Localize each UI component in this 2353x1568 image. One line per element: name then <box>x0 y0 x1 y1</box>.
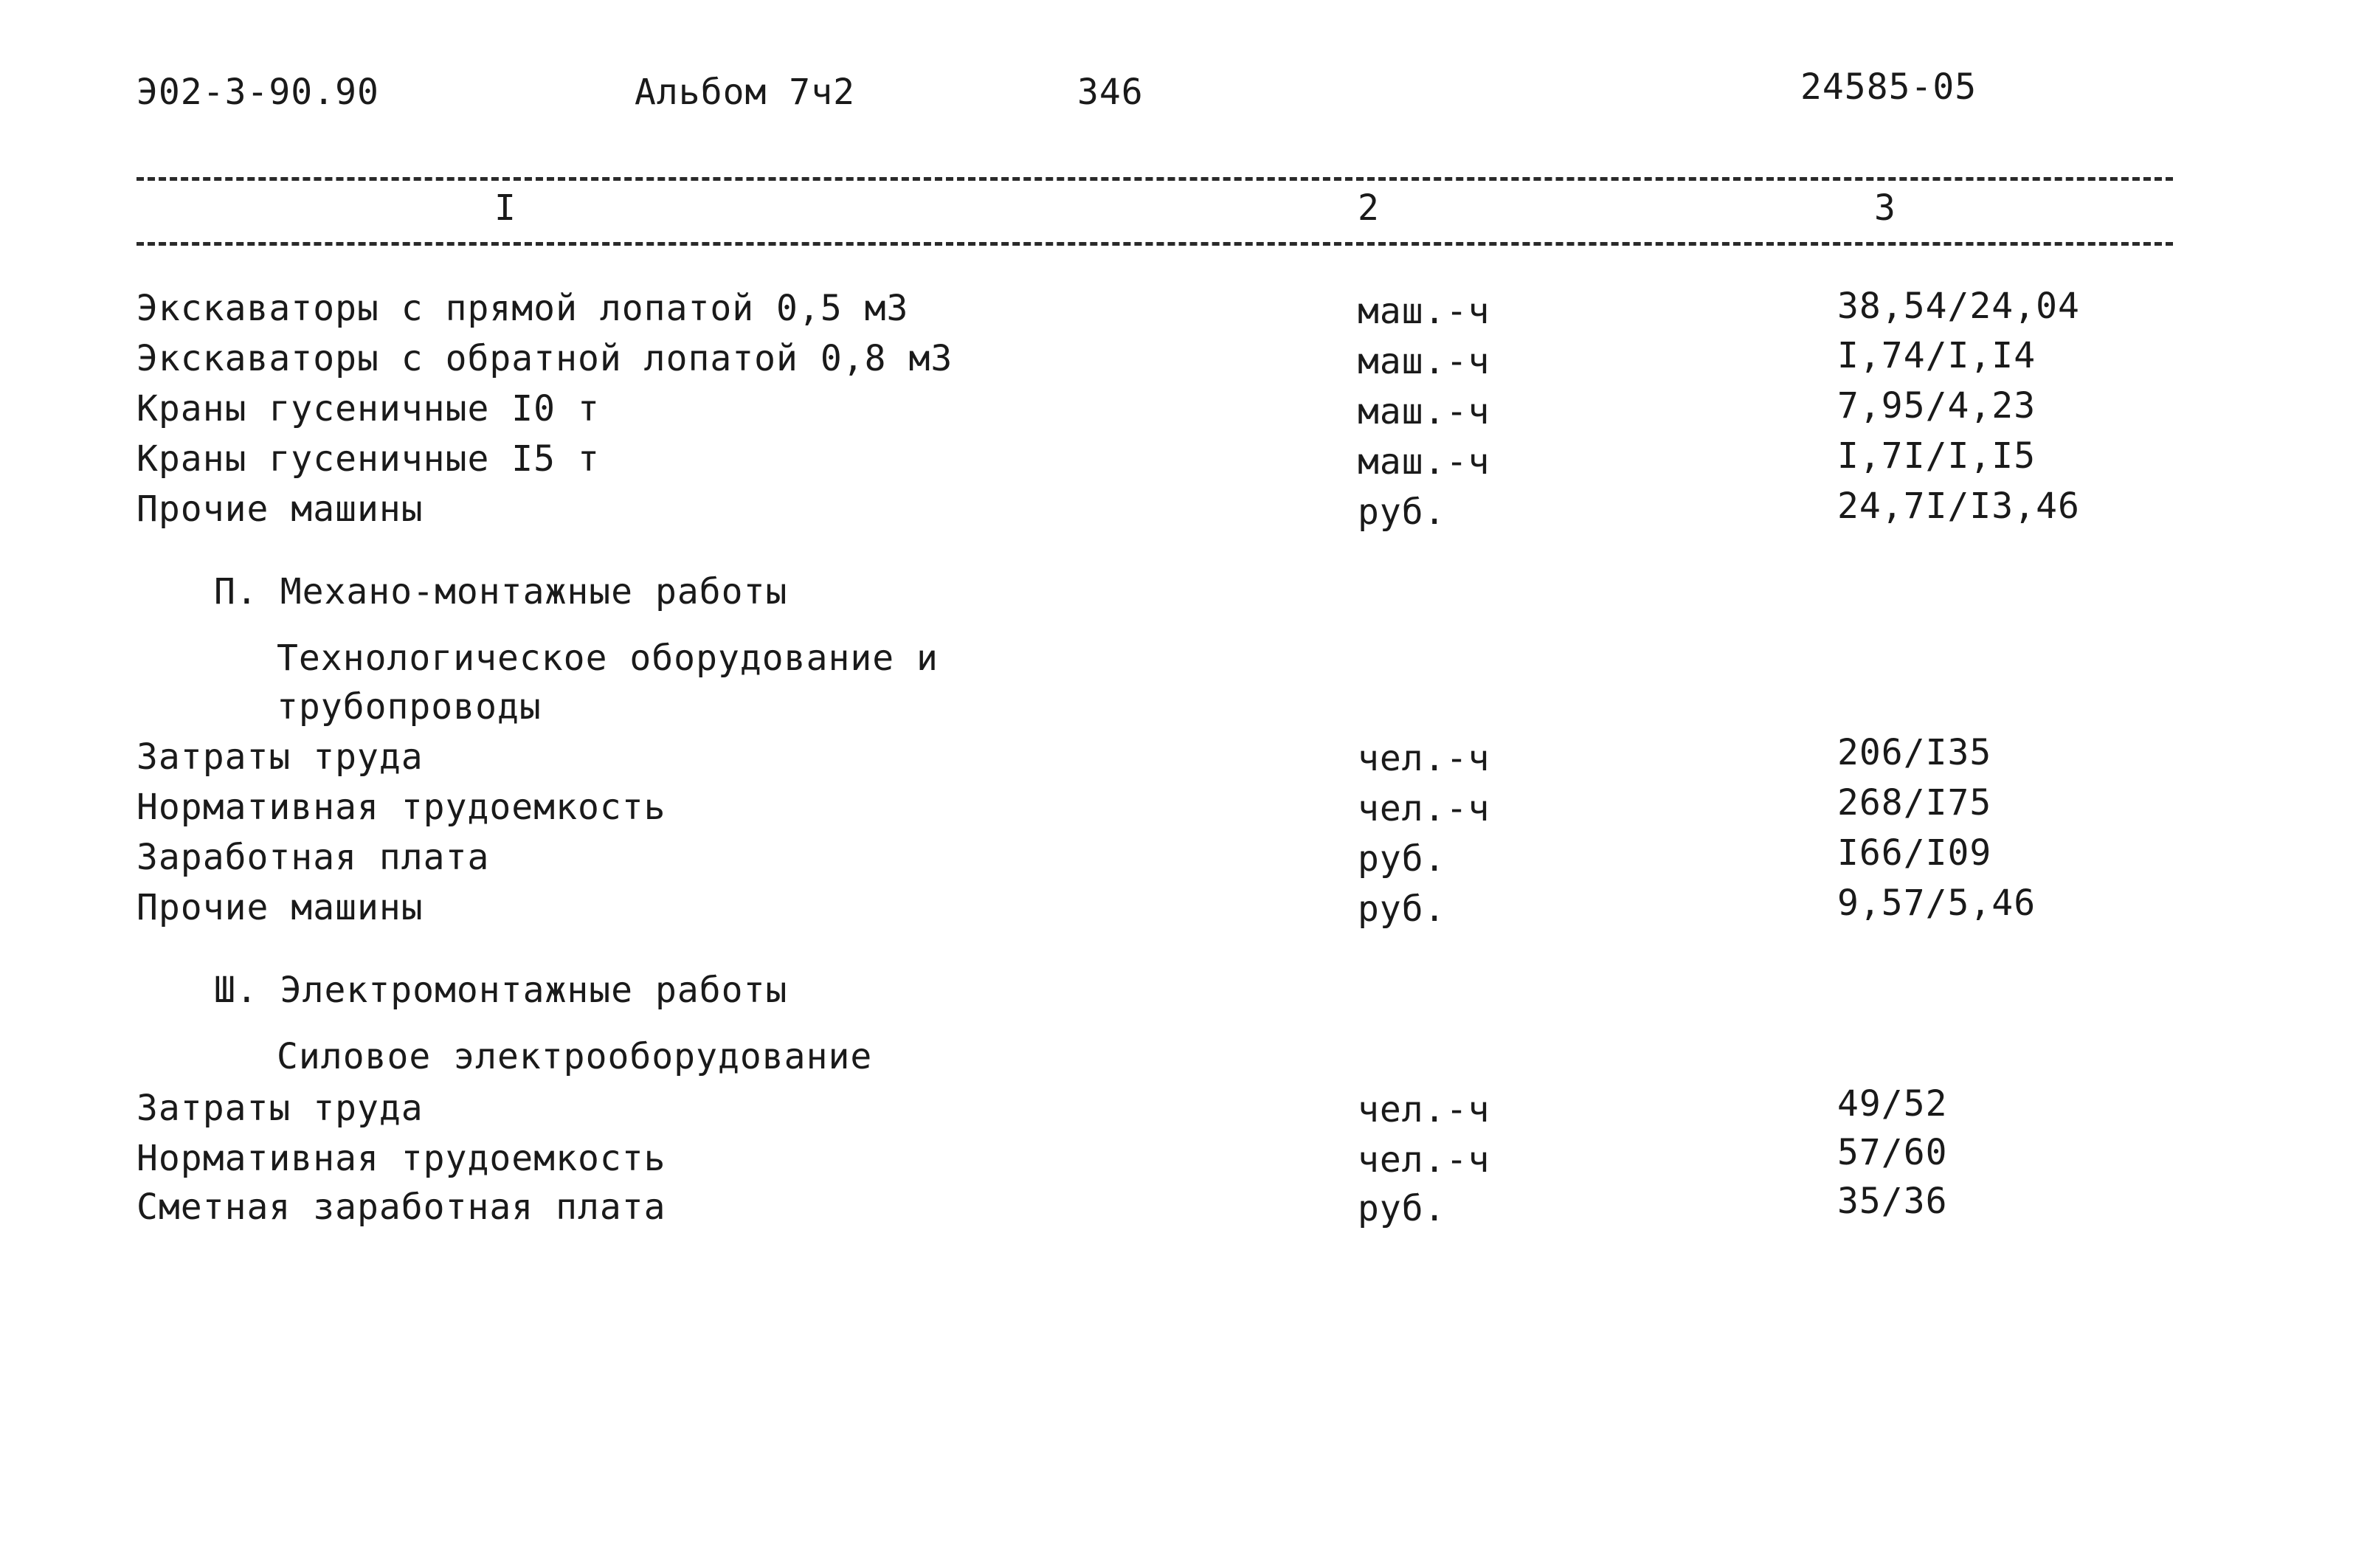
row-name: Краны гусеничные I0 т <box>137 388 600 429</box>
row-unit: руб. <box>1358 888 1446 930</box>
row-value: 206/I35 <box>1837 732 1992 773</box>
section-title: Ш. Электромонтажные работы <box>214 970 788 1011</box>
section-subtitle: Технологическое оборудование и <box>277 638 939 679</box>
row-name: Заработная плата <box>137 837 490 878</box>
document-code: Э02-3-90.90 <box>137 72 379 113</box>
row-name: Нормативная трудоемкость <box>137 1138 666 1179</box>
column-header-3: 3 <box>1874 187 1896 229</box>
row-unit: руб. <box>1358 838 1446 880</box>
row-value: I,7I/I,I5 <box>1837 435 2036 477</box>
row-value: I,74/I,I4 <box>1837 335 2036 376</box>
row-unit: чел.-ч <box>1358 1139 1490 1181</box>
row-unit: чел.-ч <box>1358 788 1490 829</box>
column-header-1: I <box>494 187 516 229</box>
row-value: 49/52 <box>1837 1083 1948 1125</box>
row-name: Затраты труда <box>137 736 424 778</box>
row-value: I66/I09 <box>1837 832 1992 874</box>
row-unit: маш.-ч <box>1358 441 1490 483</box>
section-title: П. Механо-монтажные работы <box>214 571 788 612</box>
row-value: 24,7I/I3,46 <box>1837 486 2080 527</box>
page-number: 346 <box>1077 72 1144 113</box>
row-name: Экскаваторы с обратной лопатой 0,8 м3 <box>137 338 953 379</box>
row-name: Краны гусеничные I5 т <box>137 438 600 480</box>
row-value: 35/36 <box>1837 1181 1948 1222</box>
row-value: 57/60 <box>1837 1132 1948 1173</box>
row-unit: маш.-ч <box>1358 341 1490 382</box>
row-value: 7,95/4,23 <box>1837 385 2036 426</box>
row-name: Нормативная трудоемкость <box>137 787 666 828</box>
section-subtitle: Силовое электрооборудование <box>277 1036 873 1077</box>
row-unit: руб. <box>1358 491 1446 533</box>
table-header-rule <box>137 242 2173 246</box>
album-label: Альбом 7ч2 <box>635 72 855 113</box>
row-unit: чел.-ч <box>1358 1089 1490 1130</box>
row-value: 268/I75 <box>1837 782 1992 823</box>
row-name: Прочие машины <box>137 488 424 530</box>
section-subtitle-continued: трубопроводы <box>277 686 542 728</box>
column-header-2: 2 <box>1358 187 1380 229</box>
table-top-rule <box>137 177 2173 181</box>
row-value: 9,57/5,46 <box>1837 883 2036 924</box>
row-unit: руб. <box>1358 1188 1446 1229</box>
row-name: Экскаваторы с прямой лопатой 0,5 м3 <box>137 288 909 329</box>
row-unit: маш.-ч <box>1358 391 1490 432</box>
document-number: 24585-05 <box>1800 66 1977 108</box>
row-name: Сметная заработная плата <box>137 1187 666 1228</box>
row-unit: маш.-ч <box>1358 291 1490 332</box>
row-value: 38,54/24,04 <box>1837 286 2080 327</box>
row-name: Затраты труда <box>137 1088 424 1129</box>
row-name: Прочие машины <box>137 887 424 928</box>
row-unit: чел.-ч <box>1358 738 1490 779</box>
